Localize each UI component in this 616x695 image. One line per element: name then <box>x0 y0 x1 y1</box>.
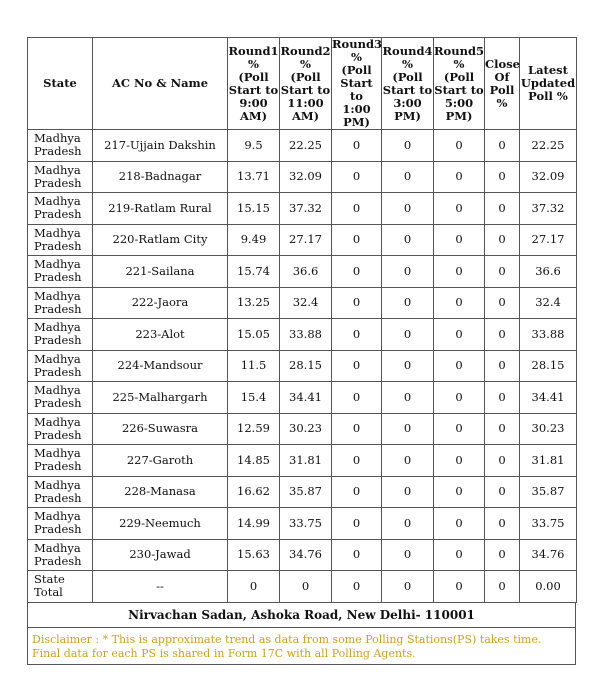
column-header-line: 3:00 <box>393 95 422 110</box>
round5-value-cell: 0 <box>434 319 485 351</box>
latest-value-cell: 37.32 <box>520 193 577 225</box>
round5-value-cell: 0 <box>434 508 485 540</box>
state-cell <box>28 256 93 288</box>
round2-value-cell: 34.76 <box>280 539 332 571</box>
state-line: Madhya <box>34 414 81 429</box>
latest-value-cell: 0.00 <box>520 571 577 603</box>
column-header-line: Latest <box>528 63 568 77</box>
state-line: Madhya <box>34 131 81 146</box>
column-header-round1 <box>228 38 280 130</box>
state-line: Pradesh <box>34 144 82 159</box>
latest-value-cell: 35.87 <box>520 476 577 508</box>
round5-value-cell: 0 <box>434 382 485 414</box>
column-header-close-of-poll <box>485 38 520 130</box>
latest-value-cell: 33.75 <box>520 508 577 540</box>
close-value-cell: 0 <box>485 476 520 508</box>
round5-value-cell: 0 <box>434 161 485 193</box>
column-header-line: % <box>453 56 465 71</box>
round4-value-cell: 0 <box>382 193 434 225</box>
round2-value-cell: 37.32 <box>280 193 332 225</box>
poll-table <box>27 37 577 603</box>
table-row <box>28 413 577 445</box>
round3-value-cell: 0 <box>332 571 382 603</box>
ac-name-cell: 225-Malhargarh <box>93 382 228 414</box>
column-header-line: Round5 <box>434 43 484 58</box>
state-cell <box>28 224 93 256</box>
column-header-line: Close <box>485 56 520 71</box>
state-line: Pradesh <box>34 396 82 411</box>
round4-value-cell: 0 <box>382 445 434 477</box>
round1-value-cell: 9.49 <box>228 224 280 256</box>
round4-value-cell: 0 <box>382 413 434 445</box>
close-value-cell: 0 <box>485 445 520 477</box>
round3-value-cell: 0 <box>332 413 382 445</box>
state-line: Pradesh <box>34 364 82 379</box>
latest-value-cell: 34.76 <box>520 539 577 571</box>
table-row <box>28 476 577 508</box>
table-row <box>28 287 577 319</box>
state-line: Pradesh <box>34 207 82 222</box>
latest-value-cell: 22.25 <box>520 130 577 162</box>
state-line: Madhya <box>34 509 81 524</box>
state-line: Madhya <box>34 320 81 335</box>
column-header-line: (Poll <box>238 69 269 84</box>
round1-value-cell: 11.5 <box>228 350 280 382</box>
ac-name-cell: 220-Ratlam City <box>93 224 228 256</box>
round3-value-cell: 0 <box>332 193 382 225</box>
table-body <box>28 130 577 603</box>
round2-value-cell: 27.17 <box>280 224 332 256</box>
round3-value-cell: 0 <box>332 476 382 508</box>
round4-value-cell: 0 <box>382 382 434 414</box>
state-line: Madhya <box>34 540 81 555</box>
column-header-line: PM) <box>343 115 370 129</box>
state-cell <box>28 476 93 508</box>
table-row <box>28 256 577 288</box>
address-footer: Nirvachan Sadan, Ashoka Road, New Delhi- 110001 <box>27 603 576 628</box>
round1-value-cell: 12.59 <box>228 413 280 445</box>
round3-value-cell: 0 <box>332 256 382 288</box>
round5-value-cell: 0 <box>434 130 485 162</box>
state-cell <box>28 193 93 225</box>
round4-value-cell: 0 <box>382 508 434 540</box>
ac-name-cell: 224-Mandsour <box>93 350 228 382</box>
table-row <box>28 382 577 414</box>
column-header-round4 <box>382 38 434 130</box>
table-row <box>28 571 577 603</box>
state-line: Pradesh <box>34 459 82 474</box>
latest-value-cell: 34.41 <box>520 382 577 414</box>
column-header-line: % <box>351 50 362 64</box>
round4-value-cell: 0 <box>382 350 434 382</box>
disclaimer-note: Disclaimer : * This is approximate trend as data from some Polling Stations(PS) takes time. Final data for each PS is shared in Form 17C with all Polling Agents. <box>27 628 576 665</box>
close-value-cell: 0 <box>485 508 520 540</box>
round5-value-cell: 0 <box>434 413 485 445</box>
ac-name-cell: 222-Jaora <box>93 287 228 319</box>
round5-value-cell: 0 <box>434 256 485 288</box>
state-line: State <box>34 572 65 587</box>
round2-value-cell: 32.09 <box>280 161 332 193</box>
column-header-line: 11:00 <box>287 95 324 110</box>
close-value-cell: 0 <box>485 539 520 571</box>
close-value-cell: 0 <box>485 224 520 256</box>
round2-value-cell: 32.4 <box>280 287 332 319</box>
column-header-line: Start to <box>382 82 433 97</box>
table-row <box>28 161 577 193</box>
round3-value-cell: 0 <box>332 224 382 256</box>
round1-value-cell: 13.71 <box>228 161 280 193</box>
round4-value-cell: 0 <box>382 539 434 571</box>
ac-name-cell: 217-Ujjain Dakshin <box>93 130 228 162</box>
round1-value-cell: 14.99 <box>228 508 280 540</box>
latest-value-cell: 33.88 <box>520 319 577 351</box>
round4-value-cell: 0 <box>382 319 434 351</box>
column-header-line: 9:00 <box>239 95 268 110</box>
round4-value-cell: 0 <box>382 256 434 288</box>
poll-report <box>27 37 576 665</box>
round1-value-cell: 0 <box>228 571 280 603</box>
close-value-cell: 0 <box>485 382 520 414</box>
round1-value-cell: 15.4 <box>228 382 280 414</box>
ac-name-cell: 223-Alot <box>93 319 228 351</box>
column-header-line: (Poll <box>341 63 372 77</box>
column-header-round5 <box>434 38 485 130</box>
state-cell <box>28 161 93 193</box>
round4-value-cell: 0 <box>382 161 434 193</box>
column-header-line: Start to <box>228 82 279 97</box>
state-line: Pradesh <box>34 301 82 316</box>
round2-value-cell: 33.88 <box>280 319 332 351</box>
table-row <box>28 350 577 382</box>
round1-value-cell: 14.85 <box>228 445 280 477</box>
ac-name-cell: -- <box>93 571 228 603</box>
column-header-line: Round4 <box>382 43 433 58</box>
close-value-cell: 0 <box>485 571 520 603</box>
state-line: Pradesh <box>34 522 82 537</box>
state-cell <box>28 319 93 351</box>
state-cell <box>28 571 93 603</box>
state-cell <box>28 287 93 319</box>
latest-value-cell: 36.6 <box>520 256 577 288</box>
column-header-line: Updated <box>520 76 576 90</box>
column-header-round2 <box>280 38 332 130</box>
column-header-line: Round1 <box>228 43 279 58</box>
state-line: Madhya <box>34 446 81 461</box>
round3-value-cell: 0 <box>332 130 382 162</box>
round3-value-cell: 0 <box>332 350 382 382</box>
round2-value-cell: 35.87 <box>280 476 332 508</box>
table-row <box>28 193 577 225</box>
round1-value-cell: 15.63 <box>228 539 280 571</box>
round4-value-cell: 0 <box>382 287 434 319</box>
state-line: Madhya <box>34 257 81 272</box>
column-header-line: AM) <box>239 108 268 123</box>
column-header-line: Start to <box>280 82 331 97</box>
state-line: Pradesh <box>34 175 82 190</box>
column-header-line: Round2 <box>280 43 331 58</box>
close-value-cell: 0 <box>485 287 520 319</box>
state-cell <box>28 445 93 477</box>
state-line: Pradesh <box>34 427 82 442</box>
column-header-line: AC No & Name <box>111 76 209 90</box>
state-cell <box>28 382 93 414</box>
state-line: Madhya <box>34 194 81 209</box>
column-header-line: 5:00 <box>444 95 474 110</box>
state-line: Madhya <box>34 351 81 366</box>
round1-value-cell: 16.62 <box>228 476 280 508</box>
close-value-cell: 0 <box>485 256 520 288</box>
round3-value-cell: 0 <box>332 508 382 540</box>
column-header-line: Poll % <box>528 89 568 103</box>
column-header-state <box>28 38 93 130</box>
round1-value-cell: 15.74 <box>228 256 280 288</box>
round2-value-cell: 28.15 <box>280 350 332 382</box>
table-row <box>28 224 577 256</box>
round2-value-cell: 36.6 <box>280 256 332 288</box>
column-header-line: 1:00 <box>342 102 371 116</box>
round2-value-cell: 22.25 <box>280 130 332 162</box>
state-cell <box>28 413 93 445</box>
column-header-latest-updated-poll <box>520 38 577 130</box>
table-row <box>28 445 577 477</box>
ac-name-cell: 230-Jawad <box>93 539 228 571</box>
column-header-line: Start to <box>434 82 484 97</box>
state-cell <box>28 130 93 162</box>
column-header-ac-no-name <box>93 38 228 130</box>
round2-value-cell: 33.75 <box>280 508 332 540</box>
close-value-cell: 0 <box>485 413 520 445</box>
state-line: Pradesh <box>34 333 82 348</box>
table-row <box>28 319 577 351</box>
ac-name-cell: 229-Neemuch <box>93 508 228 540</box>
state-line: Pradesh <box>34 270 82 285</box>
column-header-line: % <box>402 56 413 71</box>
round1-value-cell: 9.5 <box>228 130 280 162</box>
ac-name-cell: 227-Garoth <box>93 445 228 477</box>
round2-value-cell: 34.41 <box>280 382 332 414</box>
latest-value-cell: 31.81 <box>520 445 577 477</box>
column-header-line: (Poll <box>290 69 321 84</box>
round2-value-cell: 30.23 <box>280 413 332 445</box>
close-value-cell: 0 <box>485 161 520 193</box>
round2-value-cell: 0 <box>280 571 332 603</box>
round3-value-cell: 0 <box>332 161 382 193</box>
round5-value-cell: 0 <box>434 193 485 225</box>
round5-value-cell: 0 <box>434 539 485 571</box>
table-row <box>28 539 577 571</box>
round5-value-cell: 0 <box>434 445 485 477</box>
round3-value-cell: 0 <box>332 445 382 477</box>
ac-name-cell: 228-Manasa <box>93 476 228 508</box>
state-cell <box>28 350 93 382</box>
close-value-cell: 0 <box>485 350 520 382</box>
column-header-line: (Poll <box>392 69 423 84</box>
close-value-cell: 0 <box>485 130 520 162</box>
round5-value-cell: 0 <box>434 224 485 256</box>
round2-value-cell: 31.81 <box>280 445 332 477</box>
round1-value-cell: 15.15 <box>228 193 280 225</box>
column-header-line: PM) <box>394 108 421 123</box>
round5-value-cell: 0 <box>434 476 485 508</box>
state-line: Pradesh <box>34 238 82 253</box>
state-line: Pradesh <box>34 553 82 568</box>
column-header-line: Start to <box>340 76 373 103</box>
latest-value-cell: 27.17 <box>520 224 577 256</box>
round4-value-cell: 0 <box>382 130 434 162</box>
state-cell <box>28 508 93 540</box>
column-header-round3 <box>332 38 382 130</box>
column-header-line: PM) <box>445 108 473 123</box>
state-cell <box>28 539 93 571</box>
column-header-line: % <box>248 56 259 71</box>
round5-value-cell: 0 <box>434 350 485 382</box>
close-value-cell: 0 <box>485 319 520 351</box>
column-header-line: Round3 <box>332 37 382 51</box>
ac-name-cell: 218-Badnagar <box>93 161 228 193</box>
column-header-line: (Poll <box>443 69 475 84</box>
state-line: Madhya <box>34 477 81 492</box>
latest-value-cell: 32.09 <box>520 161 577 193</box>
round3-value-cell: 0 <box>332 287 382 319</box>
round1-value-cell: 15.05 <box>228 319 280 351</box>
latest-value-cell: 32.4 <box>520 287 577 319</box>
round4-value-cell: 0 <box>382 476 434 508</box>
table-header-row <box>28 38 577 130</box>
round4-value-cell: 0 <box>382 571 434 603</box>
column-header-line: % <box>496 95 508 110</box>
close-value-cell: 0 <box>485 193 520 225</box>
column-header-line: Poll <box>489 82 515 97</box>
column-header-line: State <box>43 76 77 90</box>
state-line: Madhya <box>34 225 81 240</box>
ac-name-cell: 226-Suwasra <box>93 413 228 445</box>
round3-value-cell: 0 <box>332 539 382 571</box>
state-line: Pradesh <box>34 490 82 505</box>
state-line: Madhya <box>34 383 81 398</box>
latest-value-cell: 28.15 <box>520 350 577 382</box>
ac-name-cell: 221-Sailana <box>93 256 228 288</box>
round5-value-cell: 0 <box>434 571 485 603</box>
round3-value-cell: 0 <box>332 319 382 351</box>
ac-name-cell: 219-Ratlam Rural <box>93 193 228 225</box>
state-line: Madhya <box>34 162 81 177</box>
latest-value-cell: 30.23 <box>520 413 577 445</box>
round5-value-cell: 0 <box>434 287 485 319</box>
round3-value-cell: 0 <box>332 382 382 414</box>
round1-value-cell: 13.25 <box>228 287 280 319</box>
column-header-line: % <box>300 56 311 71</box>
state-line: Total <box>34 585 63 600</box>
column-header-line: AM) <box>291 108 320 123</box>
column-header-line: Of <box>494 69 510 84</box>
state-line: Madhya <box>34 288 81 303</box>
table-row <box>28 508 577 540</box>
table-row <box>28 130 577 162</box>
round4-value-cell: 0 <box>382 224 434 256</box>
